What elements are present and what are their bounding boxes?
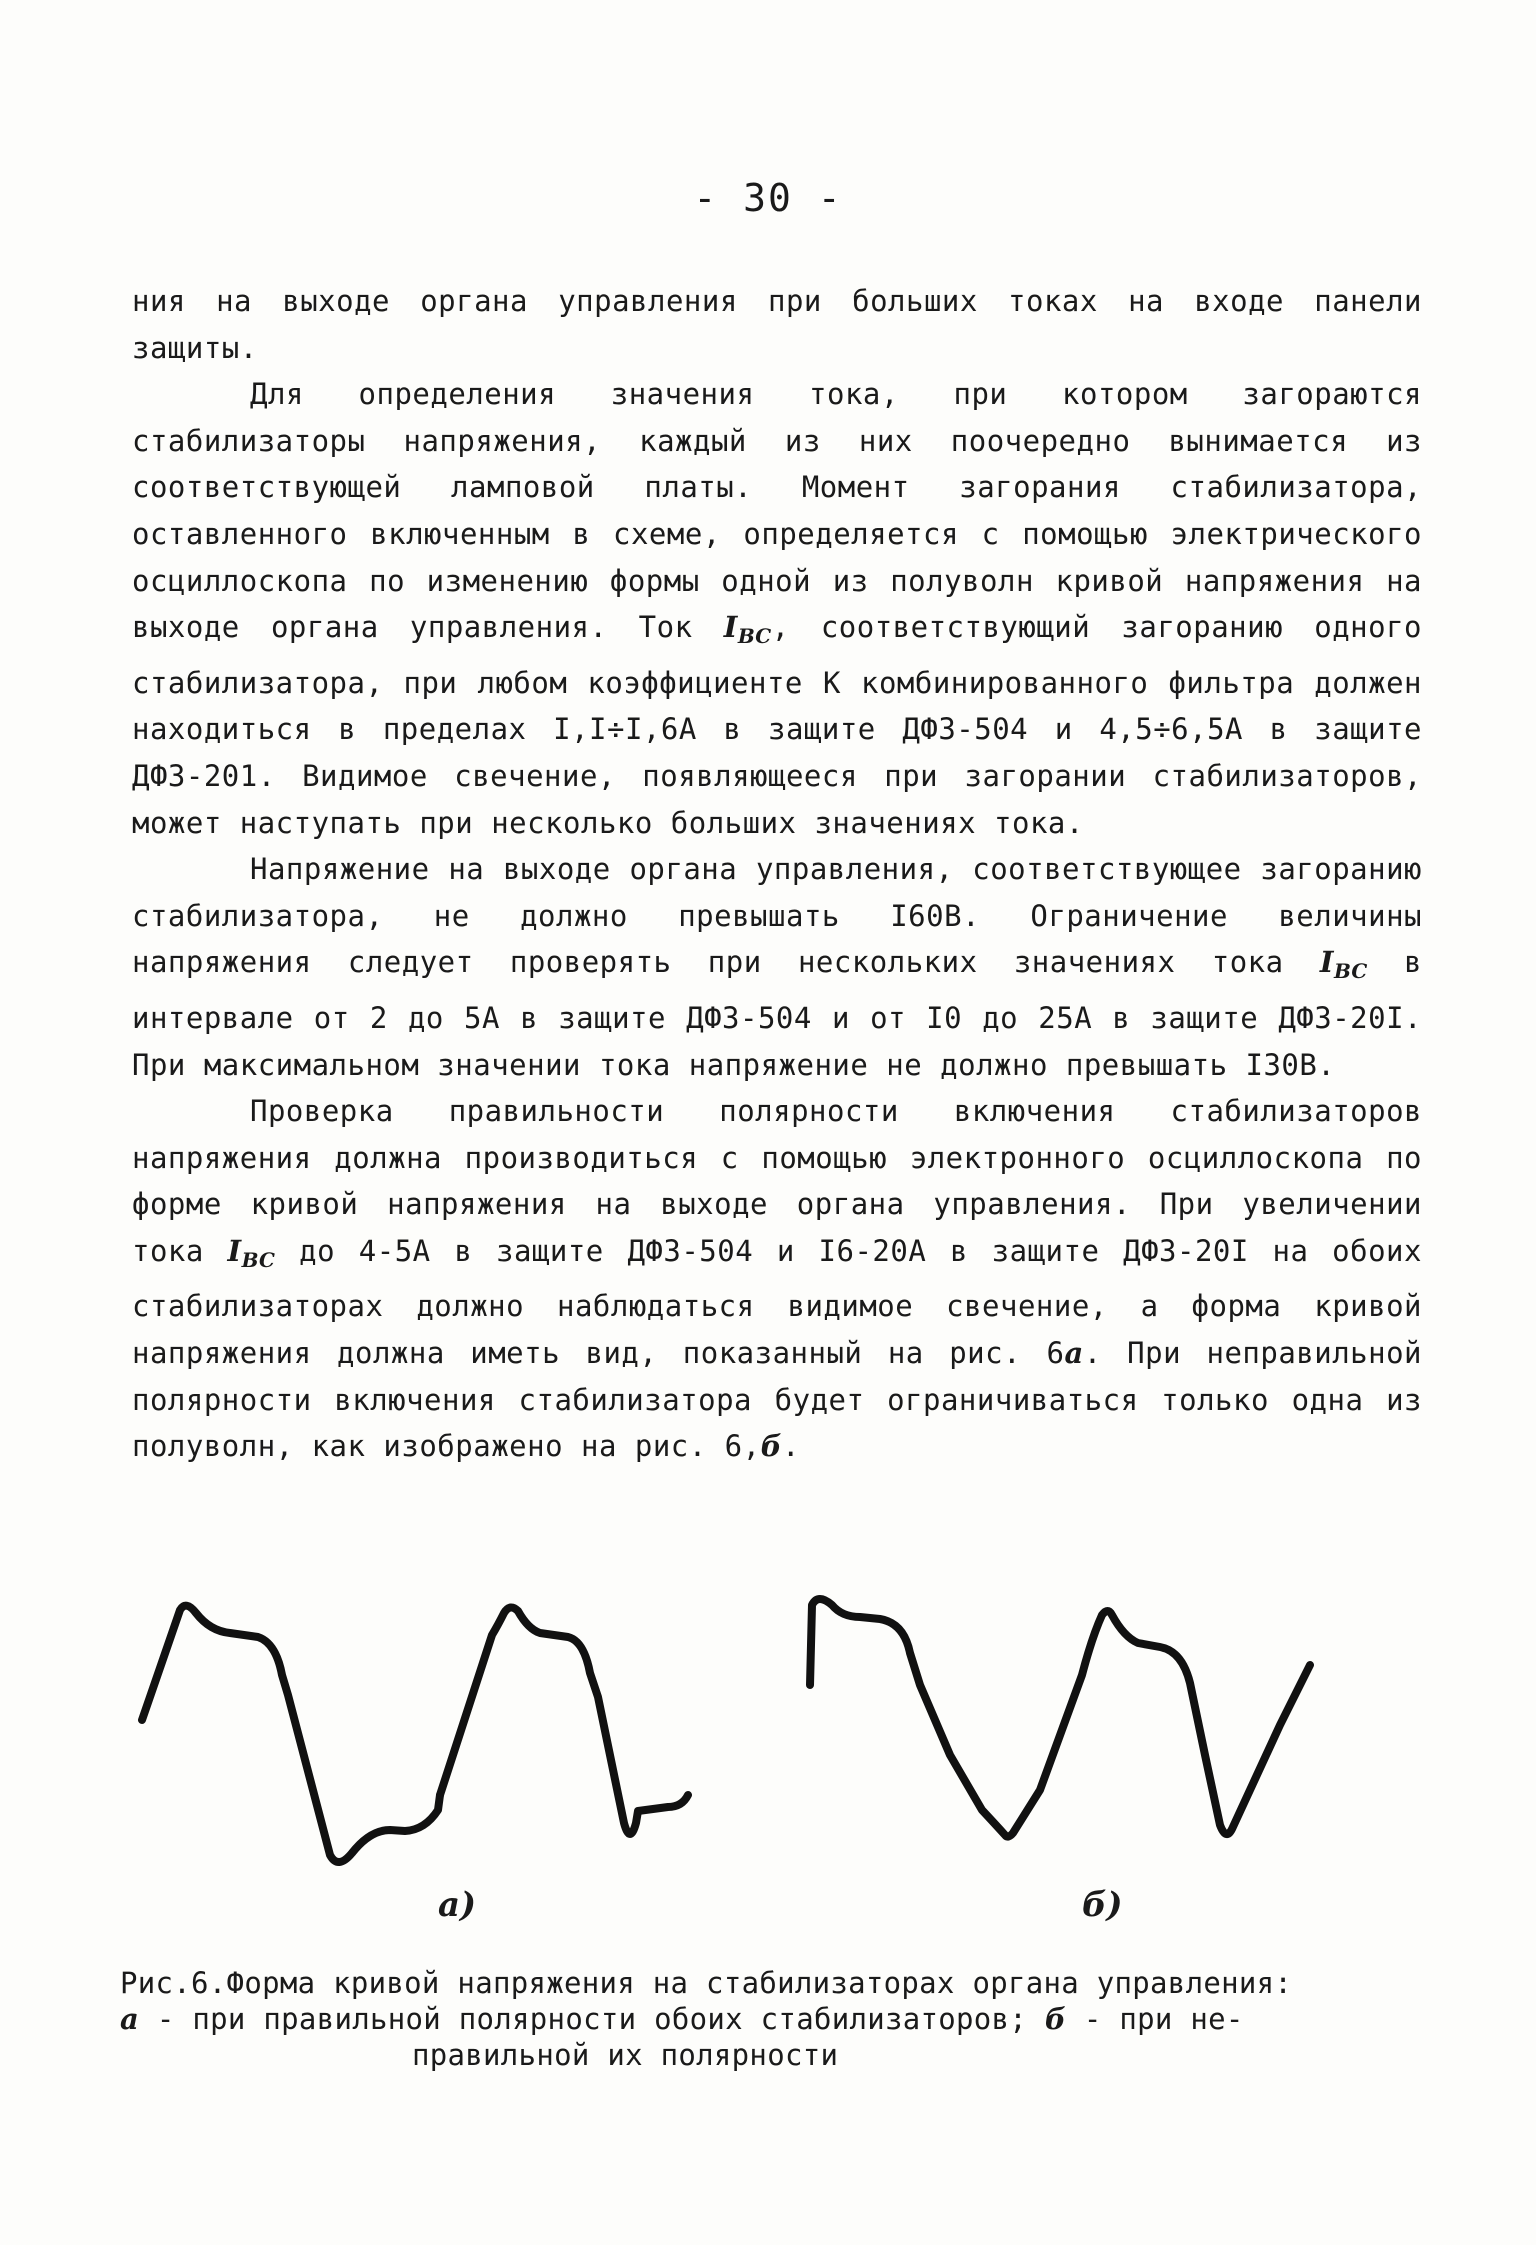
paragraph-text: Проверка правильности полярности включения стабилизаторов напряжения должна производиться с помощью электронного осциллоскопа по форме кривой напряжения на выходе органа управления. При увеличении тока <box>132 1094 1422 1268</box>
waveform-a-cycle-1 <box>142 1606 440 1862</box>
paragraph-text: ния на выходе органа управления при больших токах на входе панели защиты. <box>132 284 1422 365</box>
waveform-figure <box>120 1585 1420 1965</box>
paragraph-text: в интервале от 2 до 5А в защите ДФЗ-504 и от I0 до 25А в защите ДФЗ-20I. При максимальном значении тока напряжение не должно превышать I30В. <box>132 945 1423 1082</box>
waveform-b <box>810 1599 1310 1837</box>
paragraph-text: до 4-5А в защите ДФЗ-504 и I6-20А в защите ДФЗ-20I на обоих стабилизаторах должно наблюдаться видимое свечение, а форма кривой напряжения должна иметь вид, показанный на рис. 6 <box>132 1233 1422 1371</box>
current-symbol-subscript: ВС <box>1333 959 1368 984</box>
current-symbol-base: I <box>227 1233 242 1268</box>
paragraph <box>132 278 1422 371</box>
caption-text-a: - при правильной полярности обоих стабилизаторов; <box>139 2002 1045 2036</box>
current-symbol-subscript: ВС <box>737 624 772 649</box>
caption-line-2 <box>120 2001 1420 2037</box>
current-symbol-base: I <box>723 610 738 645</box>
paragraph <box>132 846 1422 1088</box>
figure-label-a: а) <box>438 1885 477 1925</box>
figure-label-b: б) <box>1082 1885 1123 1925</box>
body-text <box>132 278 1422 1470</box>
paragraph <box>132 1088 1422 1470</box>
figure-caption <box>120 1965 1420 2073</box>
figure-reference-letter: а <box>1064 1336 1084 1371</box>
current-symbol <box>227 1233 276 1272</box>
paragraph-text: . При неправильной полярности включения стабилизатора будет ограничиваться только одна из полуволн, как изображено на рис. 6, <box>132 1336 1422 1464</box>
paragraph-text: Напряжение на выходе органа управления, соответствующее загоранию стабилизатора, не должно превышать I60В. Ограничение величины напряжения следует проверять при нескольких значениях тока <box>132 852 1422 980</box>
caption-mark-b: б <box>1044 2002 1067 2036</box>
paragraph <box>132 371 1422 846</box>
caption-mark-a: а <box>120 2002 140 2036</box>
paragraph-text: Для определения значения тока, при котором загораются стабилизаторы напряжения, каждый из них поочередно вынимается из соответствующей ламповой платы. Момент загорания стабилизатора, оставленного включенным в схеме, определяется с помощью электрического осциллоскопа по изменению формы одной из полуволн кривой напряжения на выходе органа управления. Ток <box>132 377 1422 645</box>
current-symbol <box>723 610 772 649</box>
caption-text-b: - при не- <box>1066 2002 1244 2036</box>
current-symbol <box>1319 945 1368 984</box>
caption-line-3: правильной их полярности <box>412 2038 839 2072</box>
waveform-a-cycle-2 <box>440 1607 688 1834</box>
page-number: - 30 - <box>693 176 843 220</box>
caption-line-1: Рис.6.Форма кривой напряжения на стабилизаторах органа управления: <box>120 1966 1293 2000</box>
current-symbol-subscript: ВС <box>241 1247 276 1272</box>
current-symbol-base: I <box>1319 945 1334 980</box>
figure-reference-letter: б <box>760 1429 783 1464</box>
figure-6 <box>120 1585 1420 1965</box>
paragraph-text: , соответствующий загоранию одного стабилизатора, при любом коэффициенте К комбинированного фильтра должен находиться в пределах I,I÷I,6А в защите ДФЗ-504 и 4,5÷6,5А в защите ДФЗ-201. Видимое свечение, появляющееся при загорании стабилизаторов, может наступать при несколько больших значениях тока. <box>132 610 1422 840</box>
paragraph-text: . <box>782 1429 801 1464</box>
